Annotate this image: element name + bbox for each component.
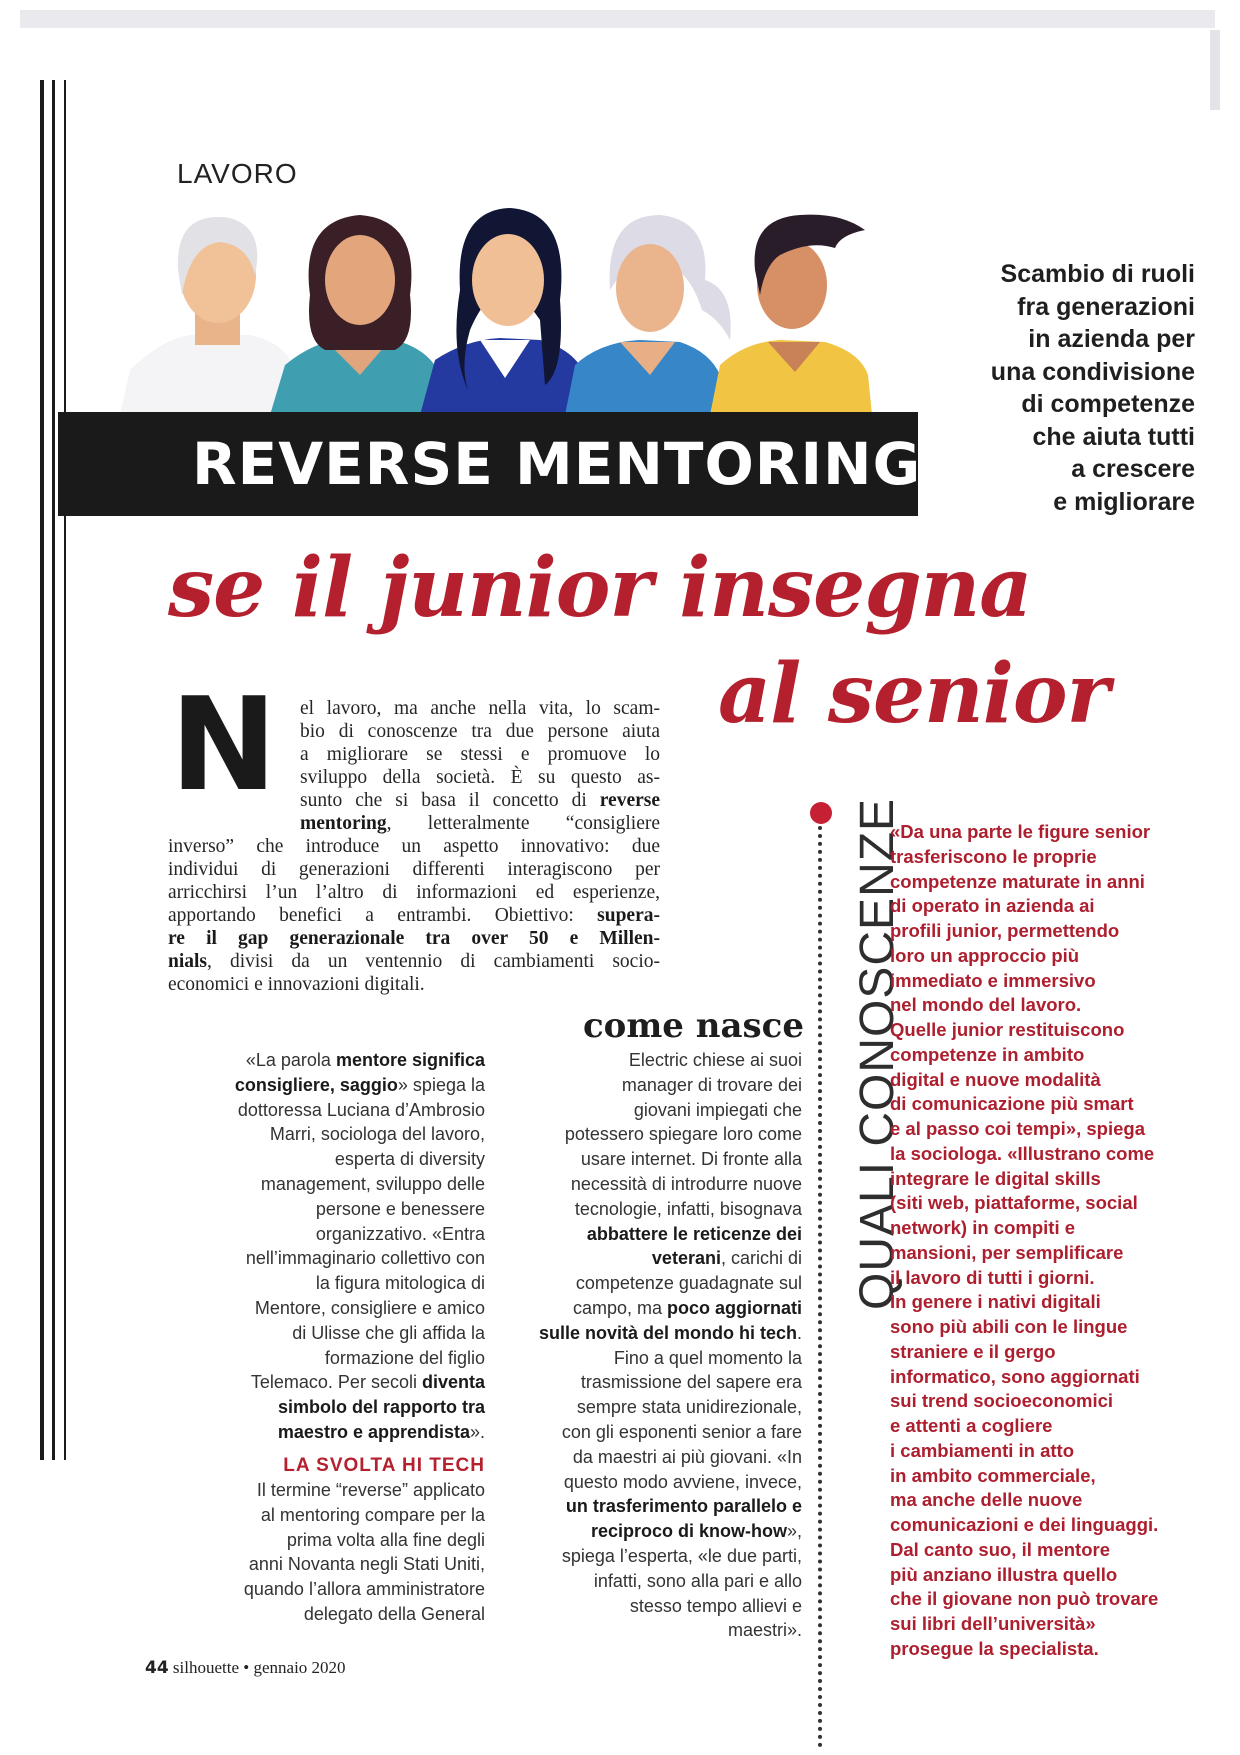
quote-line: sono più abili con le lingue — [890, 1316, 1128, 1337]
deck-line: di competenze — [1021, 390, 1195, 418]
quote-line: Dal canto suo, il mentore — [890, 1538, 1110, 1560]
deck-line: a crescere — [1071, 455, 1195, 483]
sidebar-quote — [890, 820, 1158, 1662]
quote-line: loro un approccio più — [890, 944, 1080, 966]
quote-line: la sociologa. «Illustrano come — [890, 1142, 1155, 1164]
quote-line: Quelle junior restituiscono — [890, 1019, 1125, 1040]
intro-line: a migliorare se stessi e promuove lo — [300, 744, 660, 765]
body-line: da maestri ai più giovani. «In — [572, 1446, 802, 1467]
figure-grey-haired-man — [120, 217, 305, 415]
body-line: reciproco di know-how», — [590, 1521, 802, 1542]
body-line: al mentoring compare per la — [260, 1504, 485, 1525]
subheading-svolta: LA SVOLTA HI TECH — [283, 1455, 485, 1476]
body-line: sempre stata unidirezionale, — [576, 1397, 802, 1418]
body-line: organizzativo. «Entra — [315, 1223, 485, 1244]
quote-line: integrare le digital skills — [890, 1167, 1101, 1189]
quote-line: in ambito commerciale, — [890, 1464, 1096, 1486]
title-line-1: se il junior insegna — [168, 540, 1032, 636]
quote-line: In genere i nativi digitali — [890, 1291, 1101, 1313]
body-line: di Ulisse che gli affida la — [292, 1322, 485, 1343]
body-line: competenze guadagnate sul — [575, 1273, 802, 1294]
quote-line: «Da una parte le figure senior — [890, 821, 1151, 842]
intro-line: nials, divisi da un ventennio di cambiamenti socio- — [168, 951, 660, 972]
body-line: spiega l’esperta, «le due parti, — [561, 1545, 802, 1566]
binding-shadow — [52, 80, 55, 1460]
deck-line: e migliorare — [1053, 487, 1195, 516]
body-line: abbattere le reticenze dei — [586, 1223, 802, 1244]
deck-text — [930, 258, 1195, 518]
body-line: manager di trovare dei — [621, 1074, 802, 1095]
drop-cap: N — [170, 671, 278, 820]
column-left-continued — [195, 1478, 485, 1627]
quote-line: profili junior, permettendo — [890, 920, 1120, 941]
deck-line: fra generazioni — [1017, 292, 1195, 321]
quote-line: più anziano illustra quello — [890, 1563, 1118, 1585]
binding-shadow — [40, 80, 44, 1460]
figure-young-man — [710, 215, 872, 415]
quote-line: e attenti a cogliere — [890, 1415, 1053, 1436]
quote-line: (siti web, piattaforme, social — [890, 1192, 1138, 1214]
body-line: persone e benessere — [315, 1198, 485, 1219]
body-line: Electric chiese ai suoi — [628, 1050, 802, 1070]
body-line: simbolo del rapporto tra — [277, 1397, 485, 1418]
quote-line: comunicazioni e dei linguaggi. — [890, 1514, 1159, 1535]
quote-line: il lavoro di tutti i giorni. — [890, 1266, 1095, 1288]
quote-line: immediato e immersivo — [890, 969, 1096, 991]
intro-line: inverso” che introduce un aspetto innovativo: due — [168, 836, 660, 857]
body-line: Fino a quel momento la — [613, 1347, 802, 1368]
column-left — [195, 1048, 485, 1445]
quote-line: prosegue la specialista. — [890, 1637, 1099, 1659]
body-line: potessero spiegare loro come — [564, 1124, 802, 1145]
intro-line: sunto che si basa il concetto di reverse — [300, 790, 660, 811]
figure-dark-haired-woman — [270, 215, 450, 415]
body-line: questo modo avviene, invece, — [563, 1471, 802, 1492]
deck-line: che aiuta tutti — [1032, 422, 1195, 451]
quote-line: di operato in azienda ai — [890, 895, 1095, 917]
body-line: veterani, carichi di — [651, 1248, 802, 1269]
section-label: LAVORO — [177, 158, 298, 189]
intro-line: el lavoro, ma anche nella vita, lo scam- — [300, 698, 660, 719]
quote-line: e al passo coi tempi», spiega — [890, 1118, 1145, 1139]
body-line: usare internet. Di fronte alla — [580, 1149, 802, 1170]
body-line: sulle novità del mondo hi tech. — [538, 1322, 802, 1343]
scan-border — [1210, 30, 1220, 110]
body-line: anni Novanta negli Stati Uniti, — [248, 1554, 485, 1575]
intro-line: arricchirsi l’un l’altro di informazioni ed esperienze, — [168, 882, 660, 903]
page-footer — [145, 1658, 346, 1678]
intro-line: sviluppo della società. È su questo as- — [300, 767, 660, 788]
intro-paragraph-top — [300, 697, 660, 835]
footer-separator: • — [243, 1658, 250, 1677]
body-line: maestri». — [727, 1620, 802, 1641]
figure-long-haired-woman — [420, 208, 590, 415]
intro-line: bio di conoscenze tra due persone aiuta — [300, 721, 660, 742]
quote-line: straniere e il gergo — [890, 1340, 1056, 1362]
figure-blonde-ponytail-woman — [565, 215, 731, 415]
quote-line: sui trend socioeconomici — [890, 1390, 1114, 1412]
quote-line: ma anche delle nuove — [890, 1489, 1083, 1511]
quote-line: di comunicazione più smart — [890, 1093, 1134, 1115]
body-line: necessità di introdurre nuove — [570, 1173, 802, 1194]
body-line: prima volta alla fine degli — [286, 1529, 485, 1550]
body-line: esperta di diversity — [334, 1149, 485, 1170]
body-line: Marri, sociologa del lavoro, — [269, 1124, 485, 1145]
quote-line: digital e nuove modalità — [890, 1068, 1101, 1090]
body-line: Telemaco. Per secoli diventa — [250, 1372, 485, 1393]
intro-paragraph-bottom — [168, 835, 660, 996]
dotted-divider — [818, 818, 822, 1748]
intro-line: mentoring, letteralmente “consigliere — [300, 813, 660, 834]
body-line: quando l’allora amministratore — [243, 1579, 485, 1600]
body-line: giovani impiegati che — [633, 1099, 802, 1120]
binding-shadow — [64, 80, 66, 1460]
body-line: maestro e apprendista». — [277, 1421, 485, 1442]
page-number: 44 — [145, 1658, 169, 1678]
quote-line: che il giovane non può trovare — [890, 1588, 1159, 1610]
body-line: Mentore, consigliere e amico — [254, 1297, 485, 1318]
body-line: Il termine “reverse” applicato — [256, 1480, 485, 1500]
quote-line: mansioni, per semplificare — [890, 1241, 1124, 1263]
quote-line: competenze maturate in anni — [890, 870, 1145, 892]
body-line: tecnologie, infatti, bisognava — [574, 1198, 802, 1219]
quote-line: informatico, sono aggiornati — [890, 1365, 1140, 1387]
deck-line: in azienda per — [1028, 325, 1195, 353]
illustration-five-people — [120, 200, 920, 415]
quote-line: network) in compiti e — [890, 1217, 1076, 1238]
quote-line: nel mondo del lavoro. — [890, 994, 1082, 1016]
body-line: trasmissione del sapere era — [580, 1372, 802, 1393]
quote-line: i cambiamenti in atto — [890, 1439, 1075, 1461]
intro-line: apportando benefici a entrambi. Obiettivo: supera- — [168, 905, 660, 926]
magazine-name: silhouette — [172, 1658, 240, 1677]
quote-line: trasferiscono le proprie — [890, 845, 1097, 867]
title-line-2: al senior — [718, 646, 1109, 742]
body-line: dottoressa Luciana d’Ambrosio — [237, 1099, 485, 1120]
body-line: formazione del figlio — [324, 1347, 485, 1368]
headline-banner: REVERSE MENTORING — [58, 412, 918, 516]
body-line: la figura mitologica di — [315, 1273, 485, 1294]
body-line: un trasferimento parallelo e — [565, 1496, 802, 1517]
quote-line: competenze in ambito — [890, 1043, 1085, 1065]
sidebar-vertical-title-text: QUALI CONOSCENZE — [851, 797, 904, 1310]
intro-line: individui di generazioni differenti interagiscono per — [168, 859, 660, 880]
scan-border — [20, 10, 1215, 28]
quote-line: sui libri dell’università» — [890, 1613, 1096, 1634]
issue-date: gennaio 2020 — [253, 1658, 346, 1677]
subheading-come-nasce: come nasce — [582, 1006, 804, 1046]
body-line: consigliere, saggio» spiega la — [234, 1074, 485, 1095]
column-middle — [505, 1048, 802, 1643]
body-line: nell’immaginario collettivo con — [245, 1248, 485, 1269]
deck-line: una condivisione — [990, 357, 1195, 386]
intro-line: re il gap generazionale tra over 50 e Millen- — [168, 928, 660, 949]
pin-dot-icon — [810, 802, 832, 824]
deck-line: Scambio di ruoli — [1000, 260, 1195, 288]
body-line: con gli esponenti senior a fare — [561, 1421, 802, 1442]
body-line: delegato della General — [303, 1603, 485, 1624]
intro-line: economici e innovazioni digitali. — [168, 974, 425, 995]
body-line: campo, ma poco aggiornati — [572, 1297, 802, 1318]
body-line: management, sviluppo delle — [260, 1173, 485, 1194]
body-line: infatti, sono alla pari e allo — [593, 1570, 802, 1591]
body-line: stesso tempo allievi e — [629, 1595, 802, 1616]
body-line: «La parola mentore significa — [245, 1050, 485, 1070]
